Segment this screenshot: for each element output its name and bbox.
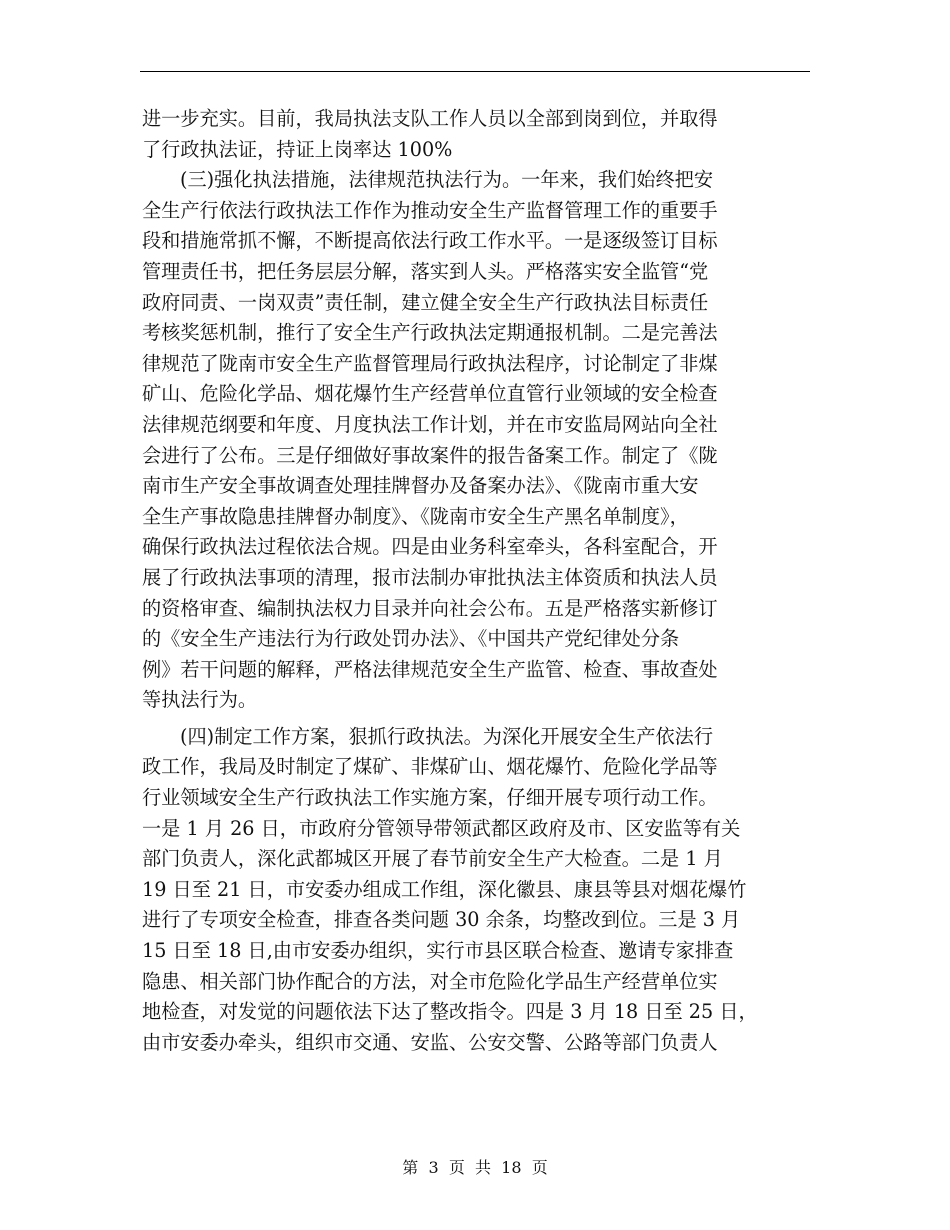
- text-line: 由市安委办牵头，组织市交通、安监、公安交警、公路等部门负责人: [142, 1030, 718, 1054]
- text-line: 地检查，对发觉的问题依法下达了整改指令。四是 3 月 18 日至 25 日，: [142, 1000, 758, 1024]
- text-line: 会进行了公布。三是仔细做好事故案件的报告备案工作。制定了《陇: [142, 443, 718, 467]
- text-line: 部门负责人，深化武都城区开展了春节前安全生产大检查。二是 1 月: [142, 847, 723, 871]
- text-line: 考核奖惩机制，推行了安全生产行政执法定期通报机制。二是完善法: [142, 321, 718, 345]
- text-line: 展了行政执法事项的清理，报市法制办审批执法主体资质和执法人员: [142, 565, 718, 589]
- text-line: 管理责任书，把任务层层分解，落实到人头。严格落实安全监管“党: [142, 259, 709, 283]
- text-line: 行业领域安全生产行政执法工作实施方案，仔细开展专项行动工作。: [142, 786, 718, 810]
- text-line: 进行了专项安全检查，排查各类问题 30 余条，均整改到位。三是 3 月: [142, 908, 741, 932]
- paragraph: [142, 104, 812, 165]
- text-line: 律规范了陇南市安全生产监督管理局行政执法程序，讨论制定了非煤: [142, 351, 718, 375]
- text-line: (四)制定工作方案，狠抓行政执法。为深化开展安全生产依法行: [180, 724, 714, 748]
- text-line: 一是 1 月 26 日，市政府分管领导带领武都区政府及市、区安监等有关: [142, 816, 741, 840]
- text-line: 19 日至 21 日，市安委办组成工作组，深化徽县、康县等县对烟花爆竹: [142, 877, 747, 901]
- text-line: 的资格审查、编制执法权力目录并向社会公布。五是严格落实新修订: [142, 596, 718, 620]
- text-line: 15 日至 18 日,由市安委办组织，实行市县区联合检查、邀请专家排查: [142, 939, 734, 963]
- text-line: 法律规范纲要和年度、月度执法工作计划，并在市安监局网站向全社: [142, 412, 718, 436]
- paragraph: [142, 722, 812, 1059]
- text-line: 政府同责、一岗双责”责任制，建立健全安全生产行政执法目标责任: [142, 290, 709, 314]
- text-line: 的《安全生产违法行为行政处罚办法》、《中国共产党纪律处分条: [142, 627, 680, 651]
- text-line: 全生产事故隐患挂牌督办制度》、《陇南市安全生产黑名单制度》，: [142, 504, 689, 528]
- header-rule: [140, 71, 810, 72]
- text-line: (三)强化执法措施，法律规范执法行为。一年来，我们始终把安: [180, 168, 714, 192]
- paragraph: [142, 165, 812, 716]
- text-line: 全生产行依法行政执法工作作为推动安全生产监督管理工作的重要手: [142, 198, 718, 222]
- text-line: 确保行政执法过程依法合规。四是由业务科室牵头，各科室配合，开: [142, 535, 718, 559]
- document-body: [142, 104, 812, 1058]
- text-line: 等执法行为。: [142, 688, 258, 712]
- text-line: 段和措施常抓不懈，不断提高依法行政工作水平。一是逐级签订目标: [142, 229, 718, 253]
- text-line: 隐患、相关部门协作配合的方法，对全市危险化学品生产经营单位实: [142, 969, 718, 993]
- text-line: 矿山、危险化学品、烟花爆竹生产经营单位直管行业领域的安全检查: [142, 382, 718, 406]
- text-line: 政工作，我局及时制定了煤矿、非煤矿山、烟花爆竹、危险化学品等: [142, 755, 718, 779]
- page-footer: 第 3 页 共 18 页: [402, 1158, 548, 1177]
- text-line: 例》若干问题的解释，严格法律规范安全生产监管、检查、事故查处: [142, 657, 718, 681]
- text-line: 了行政执法证，持证上岗率达 100%: [142, 137, 453, 161]
- text-line: 南市生产安全事故调查处理挂牌督办及备案办法》、《陇南市重大安: [142, 474, 699, 498]
- text-line: 进一步充实。目前，我局执法支队工作人员以全部到岗到位，并取得: [142, 107, 718, 130]
